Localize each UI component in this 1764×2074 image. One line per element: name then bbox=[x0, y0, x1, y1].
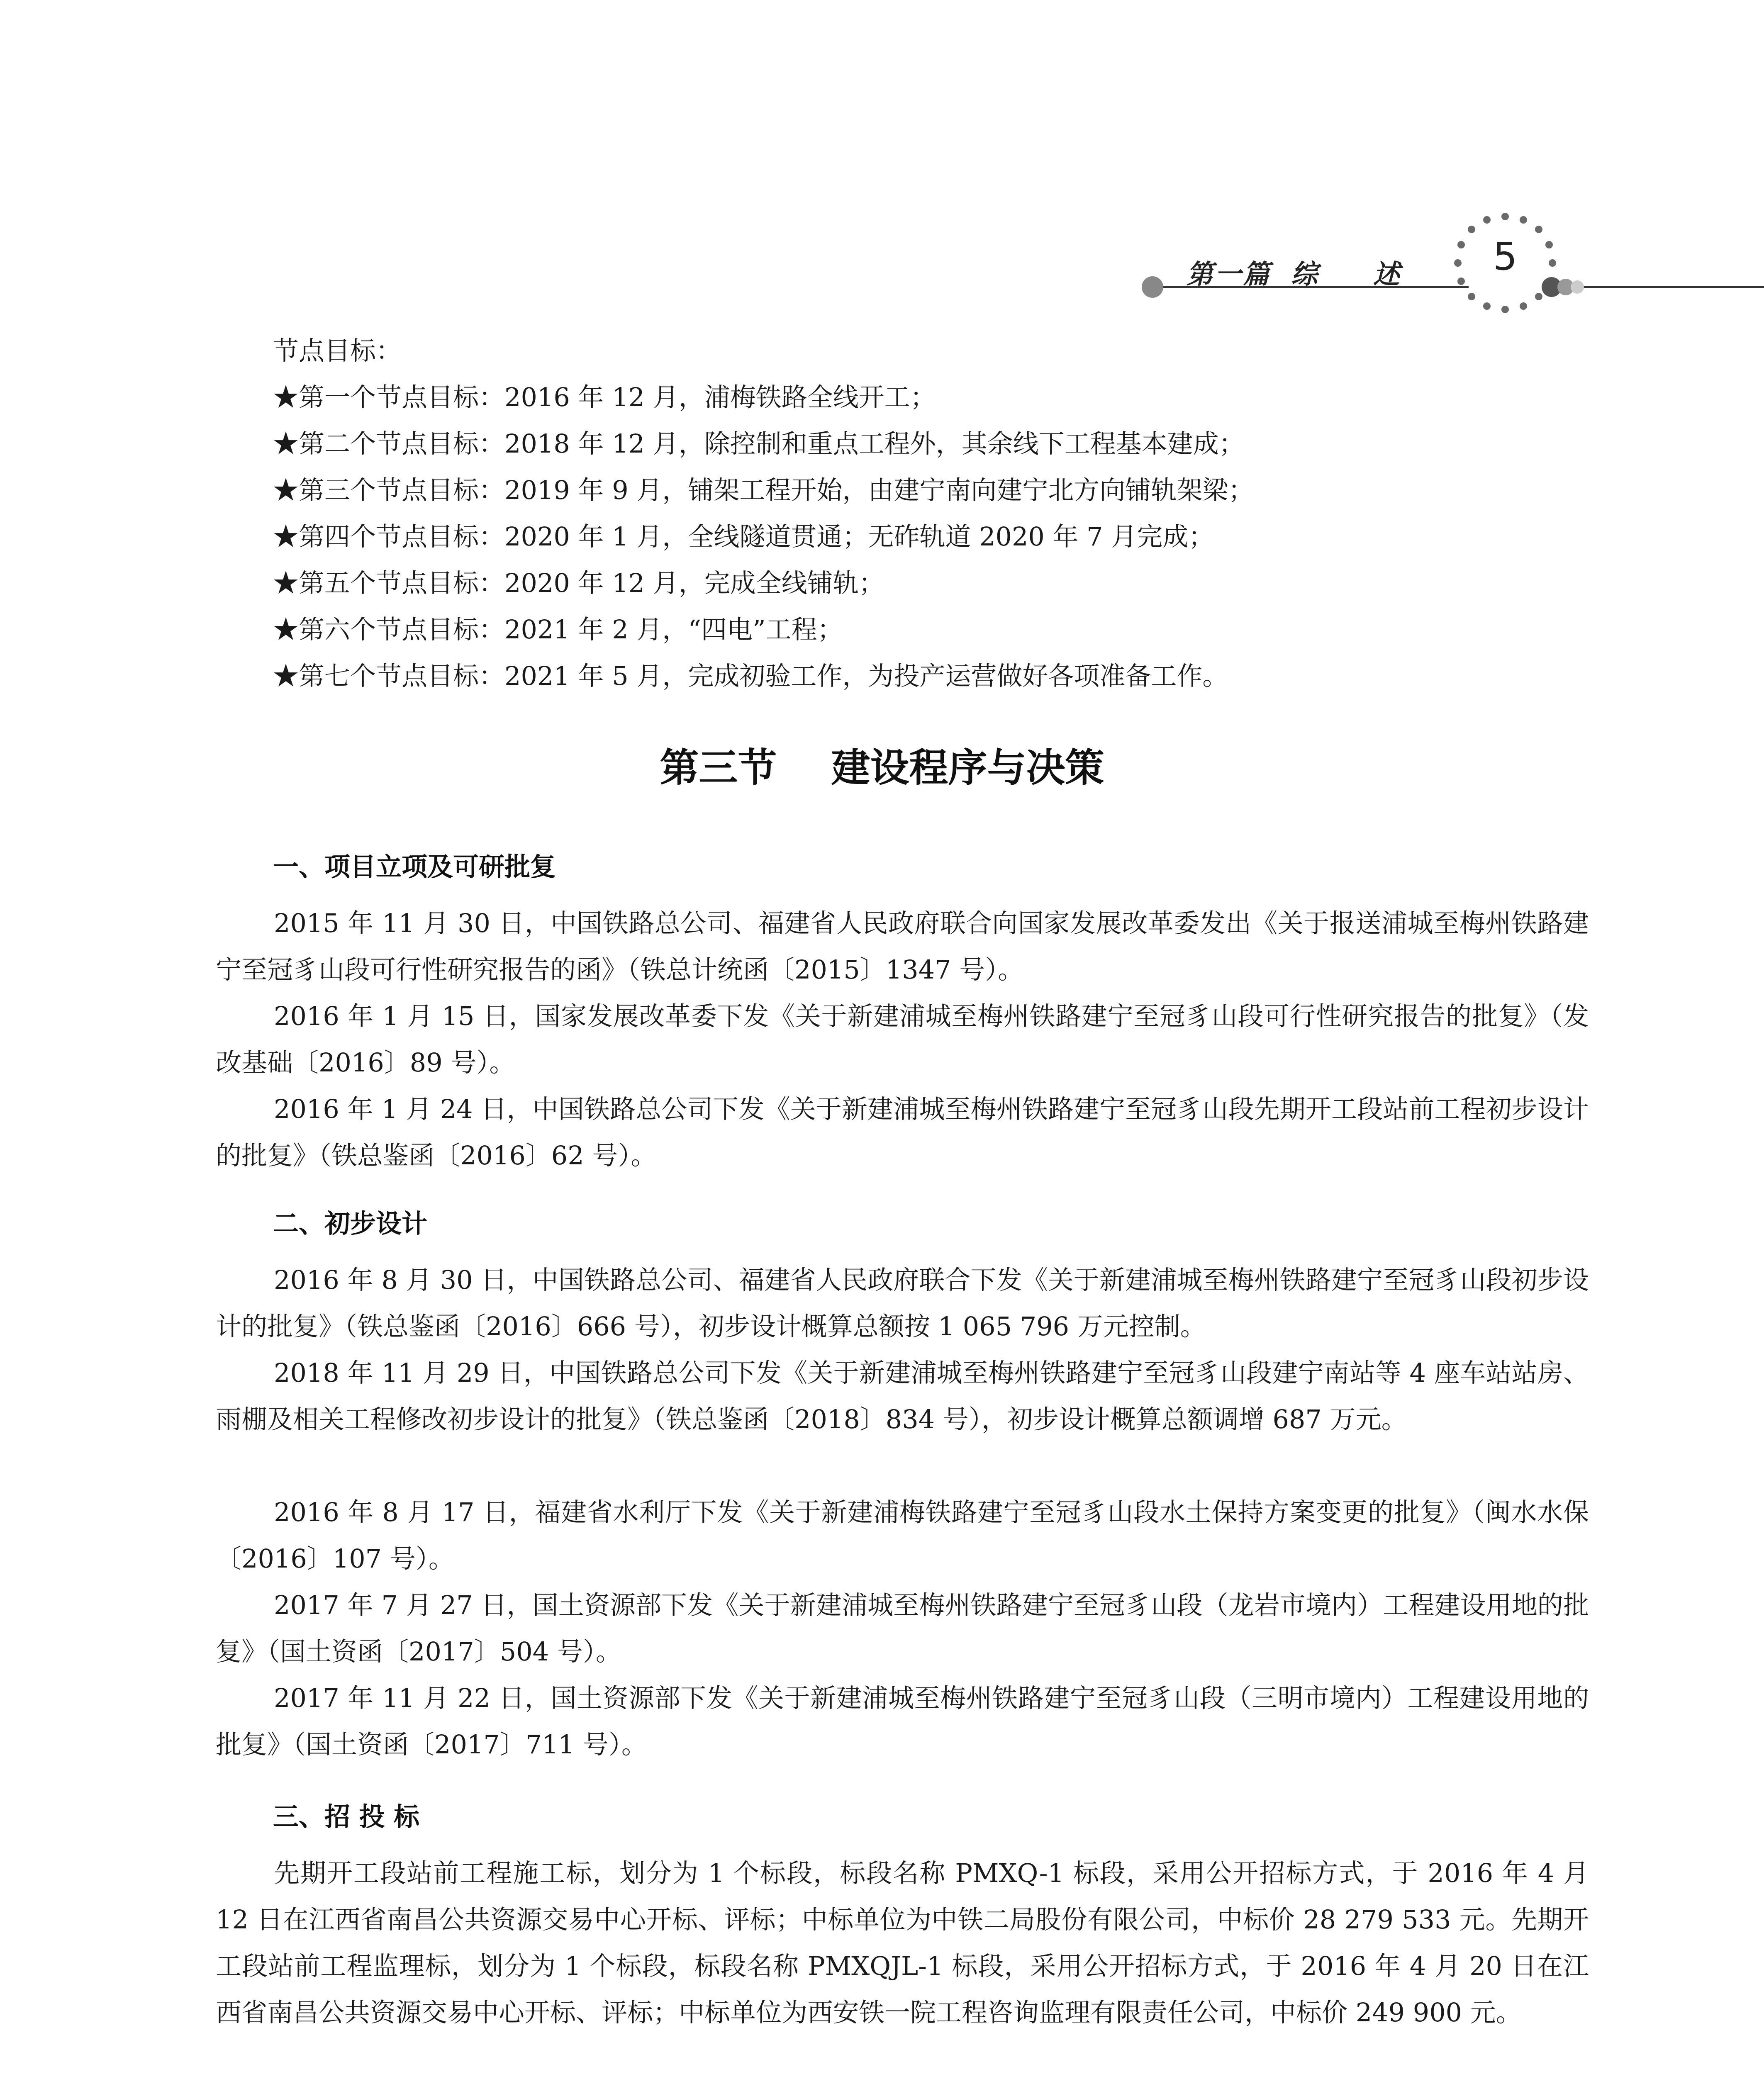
node-targets-heading: 节点目标： bbox=[273, 336, 402, 366]
running-header-title bbox=[1187, 253, 1401, 291]
node-target-item: ★第三个节点目标：2019 年 9 月，铺架工程开始，由建宁南向建宁北方向铺轨架梁； bbox=[273, 475, 1254, 505]
paragraph: 2016 年 8 月 17 日，福建省水利厅下发《关于新建浦梅铁路建宁至冠豸山段水土保持方案变更的批复》（闽水水保〔2016〕107 号）。 bbox=[216, 1497, 1589, 1574]
paragraph: 2016 年 1 月 15 日，国家发展改革委下发《关于新建浦城至梅州铁路建宁至冠豸山段可行性研究报告的批复》（发改基础〔2016〕89 号）。 bbox=[216, 1001, 1589, 1078]
node-target-item: ★第四个节点目标：2020 年 1 月，全线隧道贯通；无砟轨道 2020 年 7 月完成； bbox=[273, 521, 1214, 552]
header-left-dot bbox=[1142, 276, 1163, 298]
paragraph: 2015 年 11 月 30 日，中国铁路总公司、福建省人民政府联合向国家发展改革委发出《关于报送浦城至梅州铁路建宁至冠豸山段可行性研究报告的函》（铁总计统函〔2015〕1347 号）。 bbox=[216, 908, 1589, 985]
subsection-heading-1: 一、项目立项及可研批复 bbox=[273, 852, 556, 882]
paragraph: 2017 年 11 月 22 日，国土资源部下发《关于新建浦城至梅州铁路建宁至冠豸山段（三明市境内）工程建设用地的批复》（国土资函〔2017〕711 号）。 bbox=[216, 1683, 1589, 1760]
node-target-item: ★第二个节点目标：2018 年 12 月，除控制和重点工程外，其余线下工程基本建成； bbox=[273, 428, 1245, 459]
paragraph: 2016 年 1 月 24 日，中国铁路总公司下发《关于新建浦城至梅州铁路建宁至冠豸山段先期开工段站前工程初步设计的批复》（铁总鉴函〔2016〕62 号）。 bbox=[216, 1094, 1589, 1171]
node-target-item: ★第一个节点目标：2016 年 12 月，浦梅铁路全线开工； bbox=[273, 382, 936, 412]
header-part-label: 第一篇 bbox=[1187, 259, 1271, 290]
node-target-item: ★第六个节点目标：2021 年 2 月，“四电”工程； bbox=[273, 614, 843, 645]
header-title-char-1: 综 bbox=[1291, 259, 1319, 290]
subsection-heading-2: 二、初步设计 bbox=[273, 1208, 428, 1239]
paragraph: 2017 年 7 月 27 日，国土资源部下发《关于新建浦城至梅州铁路建宁至冠豸山段（龙岩市境内）工程建设用地的批复》（国土资函〔2017〕504 号）。 bbox=[216, 1590, 1589, 1667]
paragraph: 先期开工段站前工程施工标，划分为 1 个标段，标段名称 PMXQ-1 标段，采用公开招标方式，于 2016 年 4 月 12 日在江西省南昌公共资源交易中心开标、评标；中标单位为中铁二局股份有限公司，中标价 28 279 533 元。先期开工段站前工程监理标，划分为 1 个标段，标段名称 PMXQJL-1 标段，采用公开招标方式，于 2016 年 4 月 20 日在江西省南昌公共资源交易中心开标、评标；中标单位为西安铁一院工程咨询监理有限责任公司，中标价 249 900 元。 bbox=[216, 1858, 1589, 2028]
section-title: 第三节 建设程序与决策 bbox=[660, 745, 1104, 791]
paragraph: 2018 年 11 月 29 日，中国铁路总公司下发《关于新建浦城至梅州铁路建宁至冠豸山段建宁南站等 4 座车站站房、雨棚及相关工程修改初步设计的批复》（铁总鉴函〔2018〕834 号），初步设计概算总额调增 687 万元。 bbox=[216, 1358, 1589, 1434]
running-header-decoration bbox=[0, 0, 1764, 332]
node-target-item: ★第五个节点目标：2020 年 12 月，完成全线铺轨； bbox=[273, 568, 884, 598]
header-title-char-2: 述 bbox=[1373, 259, 1401, 290]
node-target-item: ★第七个节点目标：2021 年 5 月，完成初验工作，为投产运营做好各项准备工作。 bbox=[273, 661, 1228, 691]
subsection-heading-3: 三、招 投 标 bbox=[273, 1801, 420, 1832]
page-number: 5 bbox=[1493, 234, 1518, 279]
paragraph: 2016 年 8 月 30 日，中国铁路总公司、福建省人民政府联合下发《关于新建浦城至梅州铁路建宁至冠豸山段初步设计的批复》（铁总鉴函〔2016〕666 号），初步设计概算总额按 1 065 796 万元控制。 bbox=[216, 1265, 1589, 1341]
header-right-dots bbox=[1542, 277, 1584, 297]
